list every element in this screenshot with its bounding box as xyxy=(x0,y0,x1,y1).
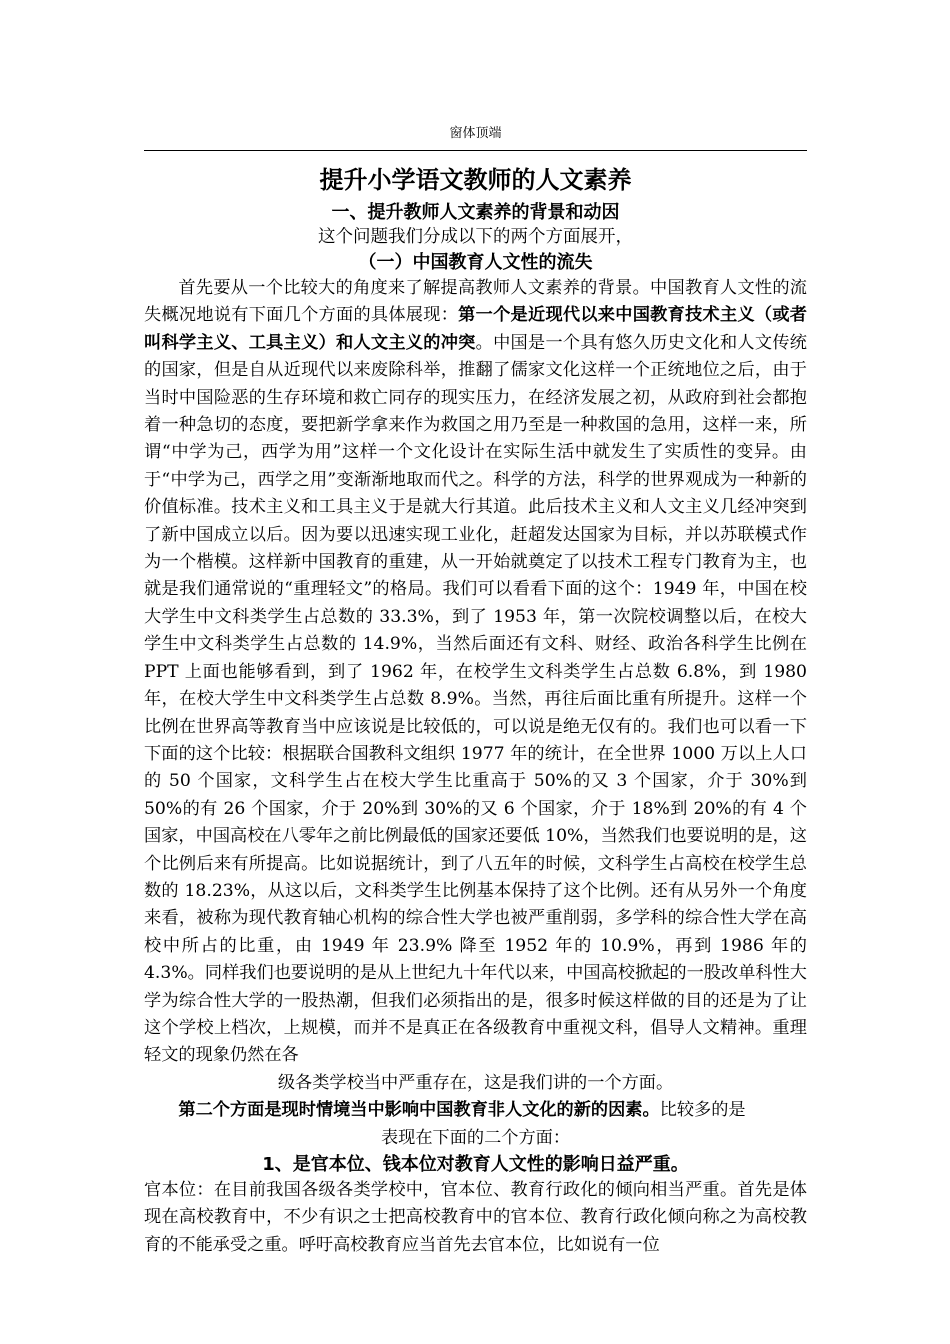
paragraph-2 xyxy=(144,1097,807,1124)
subsection-heading-1: （一）中国教育人文性的流失 xyxy=(358,252,593,273)
paragraph-1-bold: 第一个是近现代以来中国教育技术主义（或者叫科学主义、工具主义）和人文主义的冲突 xyxy=(144,305,807,353)
document-content xyxy=(144,160,807,1259)
paragraph-1-lead: 首先要从一个比较大的角度来了解提高教师人文素养的背景。中国教育人文性的流失概况地说有下面几个方面的具体展现： xyxy=(144,278,807,326)
intro-line: 这个问题我们分成以下的两个方面展开， xyxy=(318,227,633,247)
header-label: 窗体顶端 xyxy=(449,126,502,141)
paragraph-2-tail: 表现在下面的二个方面： xyxy=(380,1127,571,1148)
header-rule xyxy=(144,150,807,151)
paragraph-1-tail: 级各类学校当中严重存在，这是我们讲的一个方面。 xyxy=(277,1072,674,1093)
subsection-heading-2: 1、是官本位、钱本位对教育人文性的影响日益严重。 xyxy=(262,1154,689,1175)
paragraph-2-rest: 比较多的是 xyxy=(659,1100,746,1121)
paragraph-3: 官本位：在目前我国各级各类学校中，官本位、教育行政化的倾向相当严重。首先是体现在高校教育中，不少有识之士把高校教育中的官本位、教育行政化倾向称之为高校教育的不能承受之重。呼吁高校教育应当首先去官本位，比如说有一位 xyxy=(144,1180,807,1255)
document-title: 提升小学语文教师的人文素养 xyxy=(319,166,632,194)
paragraph-1 xyxy=(144,275,807,1070)
paragraph-1-rest: 。中国是一个具有悠久历史文化和人文传统的国家，但是自从近现代以来废除科举，推翻了儒家文化这样一个正统地位之后，由于当时中国险恶的生存环境和救亡同存的现实压力，在经济发展之初，从政府到社会都抱着一种急切的态度，要把新学拿来作为救国之用乃至是一种救国的急用，这样一来，所谓“中学为己，西学为用”这样一个文化设计在实际生活中就发生了实质性的变异。由于“中学为己，西学之用”变渐渐地取而代之。科学的方法，科学的世界观成为一种新的价值标准。技术主义和工具主义于是就大行其道。此后技术主义和人文主义几经冲突到了新中国成立以后。因为要以迅速实现工业化，赶超发达国家为目标，并以苏联模式作为一个楷模。这样新中国教育的重建，从一开始就奠定了以技术工程专门教育为主，也就是我们通常说的“重理轻文”的格局。我们可以看看下面的这个：1949 年，中国在校大学生中文科类学生占总数的 33.3%，到了 1953 年，第一次院校调整以后，在校大学生中文科类学生占总数的 14.9%，当然后面还有文科、财经、政治各科学生比例在 PPT 上面也能够看到，到了 1962 年，在校学生文科类学生占总数 6.8%，到 1980 年，在校大学生中文科类学生占总数 8.9%。当然，再往后面比重有所提升。这样一个比例在世界高等教育当中应该说是比较低的，可以说是绝无仅有的。我们也可以看一下下面的这个比较：根据联合国教科文组织 1977 年的统计，在全世界 1000 万以上人口的 50 个国家，文科学生占在校大学生比重高于 50%的又 3 个国家，介于 30%到 50%的有 26 个国家，介于 20%到 30%的又 6 个国家，介于 18%到 20%的有 4 个国家，中国高校在八零年之前比例最低的国家还要低 10%，当然我们也要说明的是，这个比例后来有所提高。比如说据统计，到了八五年的时候，文科学生占高校在校学生总数的 18.23%，从这以后，文科类学生比例基本保持了这个比例。还有从另外一个角度来看，被称为现代教育轴心机构的综合性大学也被严重削弱，多学科的综合性大学在高校中所占的比重，由 1949 年 23.9% 降至 1952 年的 10.9%，再到 1986 年的 4.3%。同样我们也要说明的是从上世纪九十年代以来，中国高校掀起的一股改单科性大学为综合性大学的一股热潮，但我们必须指出的是，很多时候这样做的目的还是为了让这个学校上档次，上规模，而并不是真正在各级教育中重视文科，倡导人文精神。重理轻文的现象仍然在各 xyxy=(144,332,807,1066)
section-heading-1: 一、提升教师人文素养的背景和动因 xyxy=(331,202,620,223)
paragraph-2-bold: 第二个方面是现时情境当中影响中国教育非人文化的新的因素。 xyxy=(178,1100,660,1121)
